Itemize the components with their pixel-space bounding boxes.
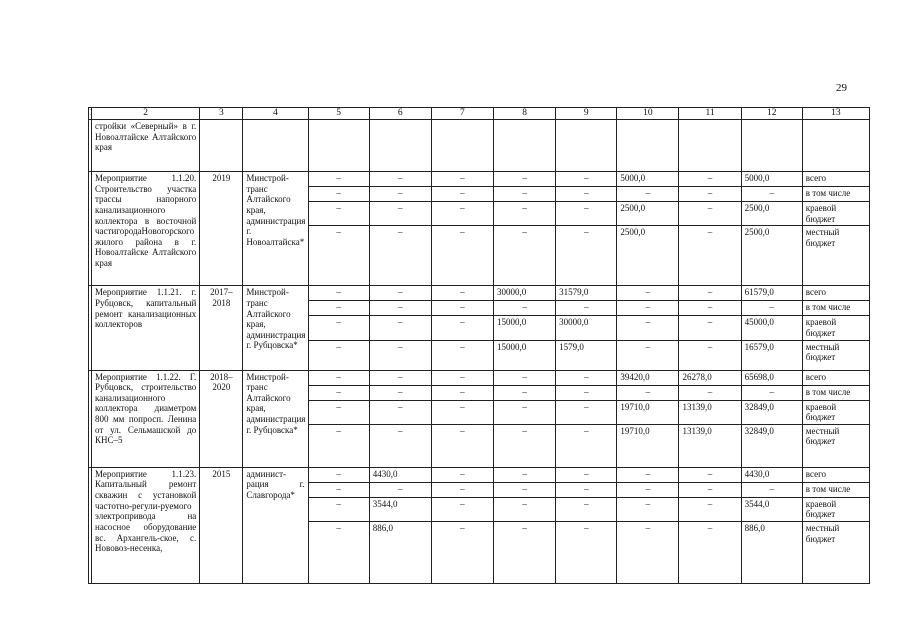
value-cell: – — [617, 482, 679, 497]
empty-cell — [243, 120, 308, 172]
value-cell: – — [308, 467, 369, 482]
item-name-cell: Мероприятие 1.1.22. Г. Рубцовск, строительство канализационного коллектора диаметром 800 мм попросп. Ленина от ул. Сельмашской до КНС–5 — [92, 370, 200, 467]
column-header: 11 — [679, 108, 741, 120]
value-cell: – — [556, 482, 617, 497]
value-cell: – — [617, 385, 679, 400]
funding-source-cell: местный бюджет — [802, 424, 869, 467]
empty-cell — [679, 120, 741, 172]
value-cell: 3544,0 — [369, 497, 431, 521]
value-cell: 4430,0 — [369, 467, 431, 482]
funding-source-cell: в том числе — [802, 301, 869, 316]
value-cell: – — [369, 172, 431, 187]
value-cell: – — [369, 400, 431, 424]
value-cell: – — [308, 226, 369, 286]
value-cell: – — [308, 187, 369, 202]
value-cell: – — [679, 187, 741, 202]
value-cell: – — [556, 202, 617, 226]
column-header: 10 — [617, 108, 679, 120]
value-cell: 4430,0 — [741, 467, 802, 482]
value-cell: – — [741, 385, 802, 400]
value-cell: 886,0 — [369, 522, 431, 584]
value-cell: – — [369, 187, 431, 202]
value-cell: – — [494, 482, 556, 497]
value-cell: – — [369, 226, 431, 286]
value-cell: – — [369, 370, 431, 385]
value-cell: – — [431, 316, 493, 340]
funding-source-cell: краевой бюджет — [802, 316, 869, 340]
value-cell: 19710,0 — [617, 400, 679, 424]
value-cell: – — [308, 172, 369, 187]
value-cell: – — [431, 286, 493, 301]
value-cell: – — [308, 286, 369, 301]
value-cell: – — [431, 340, 493, 370]
item-years-cell: 2018–2020 — [200, 370, 243, 467]
item-executor-cell: Минстрой-транс Алтайского края, администрация г. Рубцовска* — [243, 370, 308, 467]
empty-cell — [431, 120, 493, 172]
empty-cell — [741, 120, 802, 172]
value-cell: – — [617, 467, 679, 482]
funding-source-cell: краевой бюджет — [802, 400, 869, 424]
value-cell: 2500,0 — [617, 202, 679, 226]
value-cell: – — [679, 482, 741, 497]
value-cell: – — [556, 301, 617, 316]
value-cell: 45000,0 — [741, 316, 802, 340]
value-cell: 30000,0 — [556, 316, 617, 340]
value-cell: – — [494, 522, 556, 584]
value-cell: – — [308, 497, 369, 521]
value-cell: – — [494, 187, 556, 202]
column-header: 7 — [431, 108, 493, 120]
item-name-cell: Мероприятие 1.1.23. Капитальный ремонт скважин с установкой частотно-регули-руемого электропривода на насосное оборудование вс. Архангель-ское, с. Нововоз-несенка, — [92, 467, 200, 583]
continuation-row — [89, 120, 870, 172]
table-row — [89, 286, 870, 301]
value-cell: – — [308, 482, 369, 497]
item-years-cell: 2019 — [200, 172, 243, 286]
value-cell: – — [431, 370, 493, 385]
value-cell: – — [679, 340, 741, 370]
funding-source-cell: в том числе — [802, 482, 869, 497]
value-cell: – — [308, 316, 369, 340]
empty-cell — [556, 120, 617, 172]
value-cell: 886,0 — [741, 522, 802, 584]
value-cell: – — [431, 226, 493, 286]
funding-source-cell: местный бюджет — [802, 340, 869, 370]
item-executor-cell: Минстрой-транс Алтайского края, администрация г. Новоалтайска* — [243, 172, 308, 286]
value-cell: – — [556, 400, 617, 424]
item-name-cell: Мероприятие 1.1.20. Строительство участка трассы напорного канализационного коллектора в восточной частигородаНовогорского жилого района в г. Новоалтайске Алтайского края — [92, 172, 200, 286]
value-cell: – — [679, 522, 741, 584]
value-cell: – — [494, 226, 556, 286]
funding-source-cell: краевой бюджет — [802, 497, 869, 521]
value-cell: 31579,0 — [556, 286, 617, 301]
value-cell: – — [679, 202, 741, 226]
empty-cell — [494, 120, 556, 172]
funding-source-cell: краевой бюджет — [802, 202, 869, 226]
value-cell: – — [369, 286, 431, 301]
empty-cell — [617, 120, 679, 172]
value-cell: – — [556, 226, 617, 286]
item-name-cell: Мероприятие 1.1.21. г. Рубцовск, капитальный ремонт канализационных коллекторов — [92, 286, 200, 370]
value-cell: – — [308, 385, 369, 400]
value-cell: – — [494, 202, 556, 226]
value-cell: – — [431, 522, 493, 584]
value-cell: – — [308, 340, 369, 370]
value-cell: – — [431, 202, 493, 226]
value-cell: – — [431, 172, 493, 187]
value-cell: – — [556, 172, 617, 187]
value-cell: – — [556, 424, 617, 467]
name-cell: стройки «Северный» в г. Новоалтайске Алтайского края — [92, 120, 200, 172]
value-cell: – — [741, 482, 802, 497]
column-header: 8 — [494, 108, 556, 120]
column-header: 3 — [200, 108, 243, 120]
value-cell: 5000,0 — [617, 172, 679, 187]
empty-cell — [308, 120, 369, 172]
table-row — [89, 467, 870, 482]
value-cell: – — [369, 202, 431, 226]
value-cell: – — [617, 301, 679, 316]
item-executor-cell: Минстрой-транс Алтайского края, администрация г. Рубцовска* — [243, 286, 308, 370]
value-cell: 19710,0 — [617, 424, 679, 467]
column-header: 6 — [369, 108, 431, 120]
value-cell: – — [494, 467, 556, 482]
value-cell: – — [431, 385, 493, 400]
page-number: 29 — [836, 82, 847, 94]
funding-source-cell: местный бюджет — [802, 226, 869, 286]
funding-source-cell: в том числе — [802, 187, 869, 202]
item-years-cell: 2017–2018 — [200, 286, 243, 370]
value-cell: – — [617, 497, 679, 521]
funding-source-cell: всего — [802, 370, 869, 385]
value-cell: – — [431, 424, 493, 467]
item-years-cell: 2015 — [200, 467, 243, 583]
funding-source-cell: в том числе — [802, 385, 869, 400]
table-row — [89, 172, 870, 187]
value-cell: – — [494, 172, 556, 187]
value-cell: – — [494, 385, 556, 400]
value-cell: – — [679, 467, 741, 482]
empty-cell — [369, 120, 431, 172]
value-cell: – — [308, 202, 369, 226]
value-cell: 61579,0 — [741, 286, 802, 301]
value-cell: – — [617, 340, 679, 370]
table-body — [89, 108, 870, 584]
header-row — [89, 108, 870, 120]
value-cell: 1579,0 — [556, 340, 617, 370]
value-cell: – — [308, 522, 369, 584]
value-cell: – — [494, 424, 556, 467]
value-cell: – — [556, 370, 617, 385]
funding-source-cell: местный бюджет — [802, 522, 869, 584]
funding-source-cell: всего — [802, 172, 869, 187]
value-cell: – — [679, 497, 741, 521]
value-cell: 2500,0 — [741, 202, 802, 226]
value-cell: – — [308, 424, 369, 467]
value-cell: – — [679, 316, 741, 340]
value-cell: – — [369, 385, 431, 400]
value-cell: – — [431, 482, 493, 497]
funding-source-cell: всего — [802, 467, 869, 482]
value-cell: – — [494, 400, 556, 424]
value-cell: 13139,0 — [679, 400, 741, 424]
value-cell: – — [679, 172, 741, 187]
value-cell: – — [431, 467, 493, 482]
column-header: 9 — [556, 108, 617, 120]
value-cell: – — [741, 301, 802, 316]
value-cell: – — [617, 187, 679, 202]
value-cell: 30000,0 — [494, 286, 556, 301]
value-cell: – — [617, 286, 679, 301]
value-cell: – — [556, 497, 617, 521]
value-cell: – — [741, 187, 802, 202]
value-cell: – — [308, 370, 369, 385]
value-cell: – — [431, 301, 493, 316]
value-cell: 16579,0 — [741, 340, 802, 370]
value-cell: 3544,0 — [741, 497, 802, 521]
item-executor-cell: админист-рация г. Славгорода* — [243, 467, 308, 583]
value-cell: – — [431, 497, 493, 521]
value-cell: – — [431, 400, 493, 424]
column-header: 5 — [308, 108, 369, 120]
value-cell: 15000,0 — [494, 316, 556, 340]
empty-cell — [802, 120, 869, 172]
value-cell: – — [369, 482, 431, 497]
value-cell: – — [679, 301, 741, 316]
value-cell: – — [556, 385, 617, 400]
value-cell: – — [679, 385, 741, 400]
value-cell: 26278,0 — [679, 370, 741, 385]
value-cell: – — [556, 187, 617, 202]
value-cell: – — [494, 301, 556, 316]
value-cell: – — [369, 340, 431, 370]
value-cell: 39420,0 — [617, 370, 679, 385]
value-cell: 2500,0 — [741, 226, 802, 286]
value-cell: – — [369, 316, 431, 340]
value-cell: – — [556, 467, 617, 482]
value-cell: 5000,0 — [741, 172, 802, 187]
column-header: 4 — [243, 108, 308, 120]
value-cell: – — [556, 522, 617, 584]
value-cell: – — [494, 370, 556, 385]
value-cell: – — [617, 522, 679, 584]
column-header: 12 — [741, 108, 802, 120]
column-header: 2 — [92, 108, 200, 120]
value-cell: – — [679, 226, 741, 286]
empty-cell — [200, 120, 243, 172]
value-cell: – — [369, 301, 431, 316]
value-cell: 13139,0 — [679, 424, 741, 467]
table-row — [89, 370, 870, 385]
value-cell: – — [308, 400, 369, 424]
column-header: 13 — [802, 108, 869, 120]
value-cell: – — [369, 424, 431, 467]
value-cell: – — [494, 497, 556, 521]
value-cell: – — [308, 301, 369, 316]
value-cell: 32849,0 — [741, 400, 802, 424]
funding-source-cell: всего — [802, 286, 869, 301]
value-cell: – — [617, 316, 679, 340]
value-cell: 65698,0 — [741, 370, 802, 385]
value-cell: 32849,0 — [741, 424, 802, 467]
value-cell: 15000,0 — [494, 340, 556, 370]
value-cell: – — [679, 286, 741, 301]
value-cell: – — [431, 187, 493, 202]
program-table — [88, 107, 870, 584]
value-cell: 2500,0 — [617, 226, 679, 286]
